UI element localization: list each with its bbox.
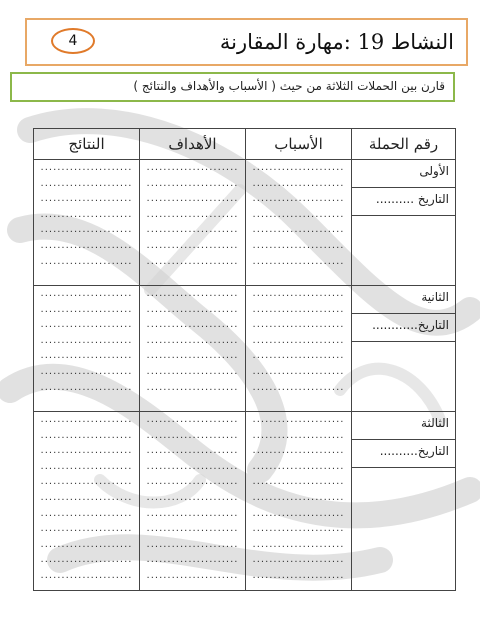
goals-answer-cell[interactable] <box>140 160 246 286</box>
dotted-answer-line: ...................... <box>40 303 133 315</box>
dotted-answer-line: ...................... <box>146 381 239 393</box>
header-results: النتائج <box>34 129 140 160</box>
campaign-ordinal: الثالثة <box>352 412 455 440</box>
dotted-answer-line: ...................... <box>40 507 133 519</box>
campaign-date-field[interactable]: التاريخ............ <box>352 314 455 342</box>
campaign-blank <box>352 342 455 411</box>
dotted-answer-line: ...................... <box>252 491 345 503</box>
dotted-answer-line: ...................... <box>252 288 345 299</box>
dotted-answer-line: ...................... <box>146 445 239 457</box>
instruction-text: قارن بين الحملات الثلاثة من حيث ( الأسباب والأهداف والنتائج ) <box>133 79 445 93</box>
causes-answer-cell[interactable] <box>246 412 352 591</box>
campaign-cell <box>352 160 456 286</box>
dotted-answer-line: ...................... <box>40 239 133 251</box>
campaign-ordinal: الثانية <box>352 286 455 314</box>
campaign-cell <box>352 286 456 412</box>
dotted-answer-line: ...................... <box>252 177 345 189</box>
dotted-answer-line: ...................... <box>40 523 133 535</box>
header-campaign: رقم الحملة <box>352 129 456 160</box>
dotted-answer-line: ...................... <box>146 319 239 331</box>
instruction-box <box>10 72 455 102</box>
campaign-blank <box>352 468 455 590</box>
table-header-row <box>34 129 456 160</box>
causes-answer-cell[interactable] <box>246 160 352 286</box>
dotted-answer-line: ...................... <box>146 334 239 346</box>
dotted-answer-line: ...................... <box>146 303 239 315</box>
table-row <box>34 160 456 286</box>
dotted-answer-line: ...................... <box>146 255 239 267</box>
dotted-answer-line: ...................... <box>40 208 133 220</box>
dotted-answer-line: ...................... <box>40 538 133 550</box>
dotted-answer-line: ...................... <box>146 208 239 220</box>
dotted-answer-line: ...................... <box>40 445 133 457</box>
dotted-answer-line: ...................... <box>252 429 345 441</box>
dotted-answer-line: ...................... <box>252 162 345 173</box>
dotted-answer-line: ...................... <box>146 350 239 362</box>
dotted-answer-line: ...................... <box>252 538 345 550</box>
dotted-answer-line: ...................... <box>40 414 133 425</box>
table-row <box>34 412 456 591</box>
goals-answer-cell[interactable] <box>140 286 246 412</box>
dotted-answer-line: ...................... <box>40 319 133 331</box>
dotted-answer-line: ...................... <box>40 288 133 299</box>
dotted-answer-line: ...................... <box>146 414 239 425</box>
dotted-answer-line: ...................... <box>252 193 345 205</box>
dotted-answer-line: ...................... <box>40 334 133 346</box>
dotted-answer-line: ...................... <box>40 491 133 503</box>
dotted-answer-line: ...................... <box>146 239 239 251</box>
dotted-answer-line: ...................... <box>252 414 345 425</box>
dotted-answer-line: ...................... <box>40 429 133 441</box>
dotted-answer-line: ...................... <box>40 224 133 236</box>
comparison-table <box>33 128 456 591</box>
dotted-answer-line: ...................... <box>252 507 345 519</box>
campaign-date-field[interactable]: التاريخ.......... <box>352 440 455 468</box>
dotted-answer-line: ...................... <box>252 476 345 488</box>
dotted-answer-line: ...................... <box>146 523 239 535</box>
activity-title: النشاط 19 :مهارة المقارنة <box>219 30 454 54</box>
causes-answer-cell[interactable] <box>246 286 352 412</box>
dotted-answer-line: ...................... <box>146 460 239 472</box>
results-answer-cell[interactable] <box>34 286 140 412</box>
dotted-answer-line: ...................... <box>40 255 133 267</box>
dotted-answer-line: ...................... <box>252 365 345 377</box>
dotted-answer-line: ...................... <box>252 255 345 267</box>
dotted-answer-line: ...................... <box>40 554 133 566</box>
dotted-answer-line: ...................... <box>146 538 239 550</box>
dotted-answer-line: ...................... <box>252 445 345 457</box>
dotted-answer-line: ...................... <box>146 224 239 236</box>
dotted-answer-line: ...................... <box>146 491 239 503</box>
dotted-answer-line: ...................... <box>252 208 345 220</box>
dotted-answer-line: ...................... <box>146 554 239 566</box>
dotted-answer-line: ...................... <box>146 429 239 441</box>
dotted-answer-line: ...................... <box>146 193 239 205</box>
results-answer-cell[interactable] <box>34 412 140 591</box>
campaign-blank <box>352 216 455 285</box>
dotted-answer-line: ...................... <box>252 381 345 393</box>
dotted-answer-line: ...................... <box>252 523 345 535</box>
dotted-answer-line: ...................... <box>40 162 133 173</box>
dotted-answer-line: ...................... <box>146 177 239 189</box>
dotted-answer-line: ...................... <box>40 193 133 205</box>
goals-answer-cell[interactable] <box>140 412 246 591</box>
dotted-answer-line: ...................... <box>40 177 133 189</box>
dotted-answer-line: ...................... <box>40 365 133 377</box>
campaign-date-field[interactable]: التاريخ .......... <box>352 188 455 216</box>
dotted-answer-line: ...................... <box>40 476 133 488</box>
dotted-answer-line: ...................... <box>252 334 345 346</box>
dotted-answer-line: ...................... <box>146 507 239 519</box>
dotted-answer-line: ...................... <box>146 569 239 581</box>
dotted-answer-line: ...................... <box>40 569 133 581</box>
dotted-answer-line: ...................... <box>40 381 133 393</box>
dotted-answer-line: ...................... <box>146 162 239 173</box>
dotted-answer-line: ...................... <box>146 476 239 488</box>
dotted-answer-line: ...................... <box>40 350 133 362</box>
dotted-answer-line: ...................... <box>252 350 345 362</box>
header-goals: الأهداف <box>140 129 246 160</box>
dotted-answer-line: ...................... <box>252 319 345 331</box>
header-causes: الأسباب <box>246 129 352 160</box>
page-number-badge: 4 <box>51 28 95 54</box>
activity-title-box <box>25 18 468 66</box>
dotted-answer-line: ...................... <box>252 224 345 236</box>
campaign-cell <box>352 412 456 591</box>
dotted-answer-line: ...................... <box>252 554 345 566</box>
campaign-ordinal: الأولى <box>352 160 455 188</box>
dotted-answer-line: ...................... <box>40 460 133 472</box>
table-row <box>34 286 456 412</box>
dotted-answer-line: ...................... <box>252 303 345 315</box>
dotted-answer-line: ...................... <box>252 239 345 251</box>
dotted-answer-line: ...................... <box>252 460 345 472</box>
dotted-answer-line: ...................... <box>146 288 239 299</box>
results-answer-cell[interactable] <box>34 160 140 286</box>
dotted-answer-line: ...................... <box>146 365 239 377</box>
dotted-answer-line: ...................... <box>252 569 345 581</box>
